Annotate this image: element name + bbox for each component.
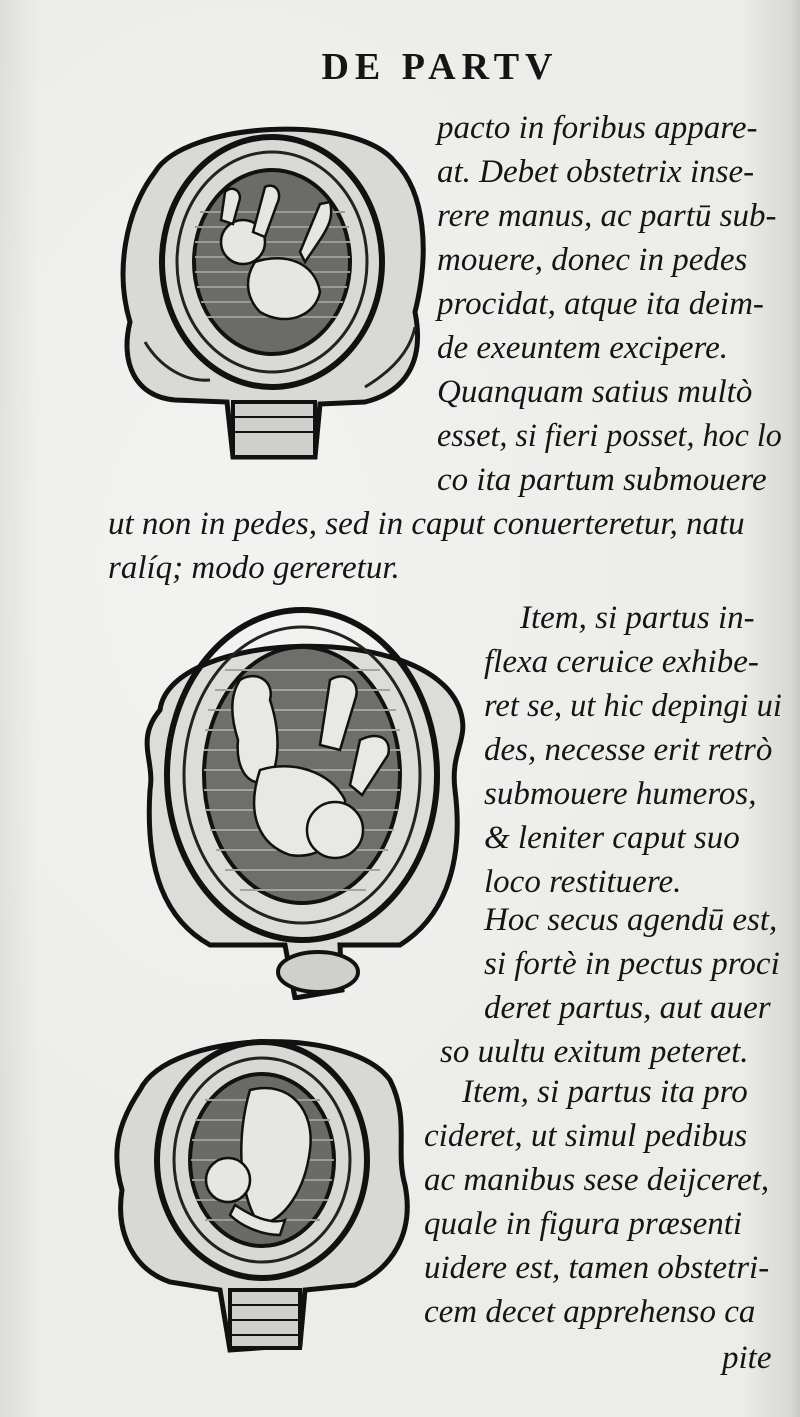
woodcut-illustration-1 [115,112,430,462]
text-line: Item, si partus in- [520,600,755,636]
text-line: Hoc secus agendū est, [484,902,778,938]
text-line: ac manibus sese deijceret, [424,1162,770,1198]
text-line: uidere est, tamen obstetri- [424,1250,770,1286]
text-line: ret se, ut hic depingi ui [484,688,782,724]
text-line: ut non in pedes, sed in caput conuerteretur, natu [108,506,745,542]
text-line: Item, si partus ita pro [462,1074,748,1110]
running-title: DE PARTV [321,46,559,88]
text-line: mouere, donec in pedes [437,242,748,278]
text-line: deret partus, aut auer [484,990,771,1026]
running-header [0,45,800,89]
text-line: pite [722,1340,772,1376]
text-line: co ita partum submouere [437,462,767,498]
text-line: si fortè in pectus proci [484,946,780,982]
text-line: procidat, atque ita deim- [437,286,764,322]
text-line: quale in figura præsenti [424,1206,743,1242]
woodcut-illustration-3 [110,1020,410,1360]
text-line: esset, si fieri posset, hoc lo [437,418,782,454]
text-line: de exeuntem excipere. [437,330,729,366]
text-line: loco restituere. [484,864,682,900]
text-line: cem decet apprehenso ca [424,1294,756,1330]
text-line: so uultu exitum peteret. [440,1034,749,1070]
woodcut-illustration-2 [130,600,475,1000]
text-line: at. Debet obstetrix inse- [437,154,755,190]
text-line: flexa ceruice exhibe- [484,644,759,680]
text-line: submouere humeros, [484,776,757,812]
text-line: des, necesse erit retrò [484,732,773,768]
text-line: pacto in foribus appare- [437,110,758,146]
text-line: rere manus, ac partū sub- [437,198,777,234]
text-line: cideret, ut simul pedibus [424,1118,748,1154]
text-line: ralíq; modo gereretur. [108,550,400,586]
text-line: & leniter caput suo [484,820,740,856]
text-line: Quanquam satius multò [437,374,753,410]
